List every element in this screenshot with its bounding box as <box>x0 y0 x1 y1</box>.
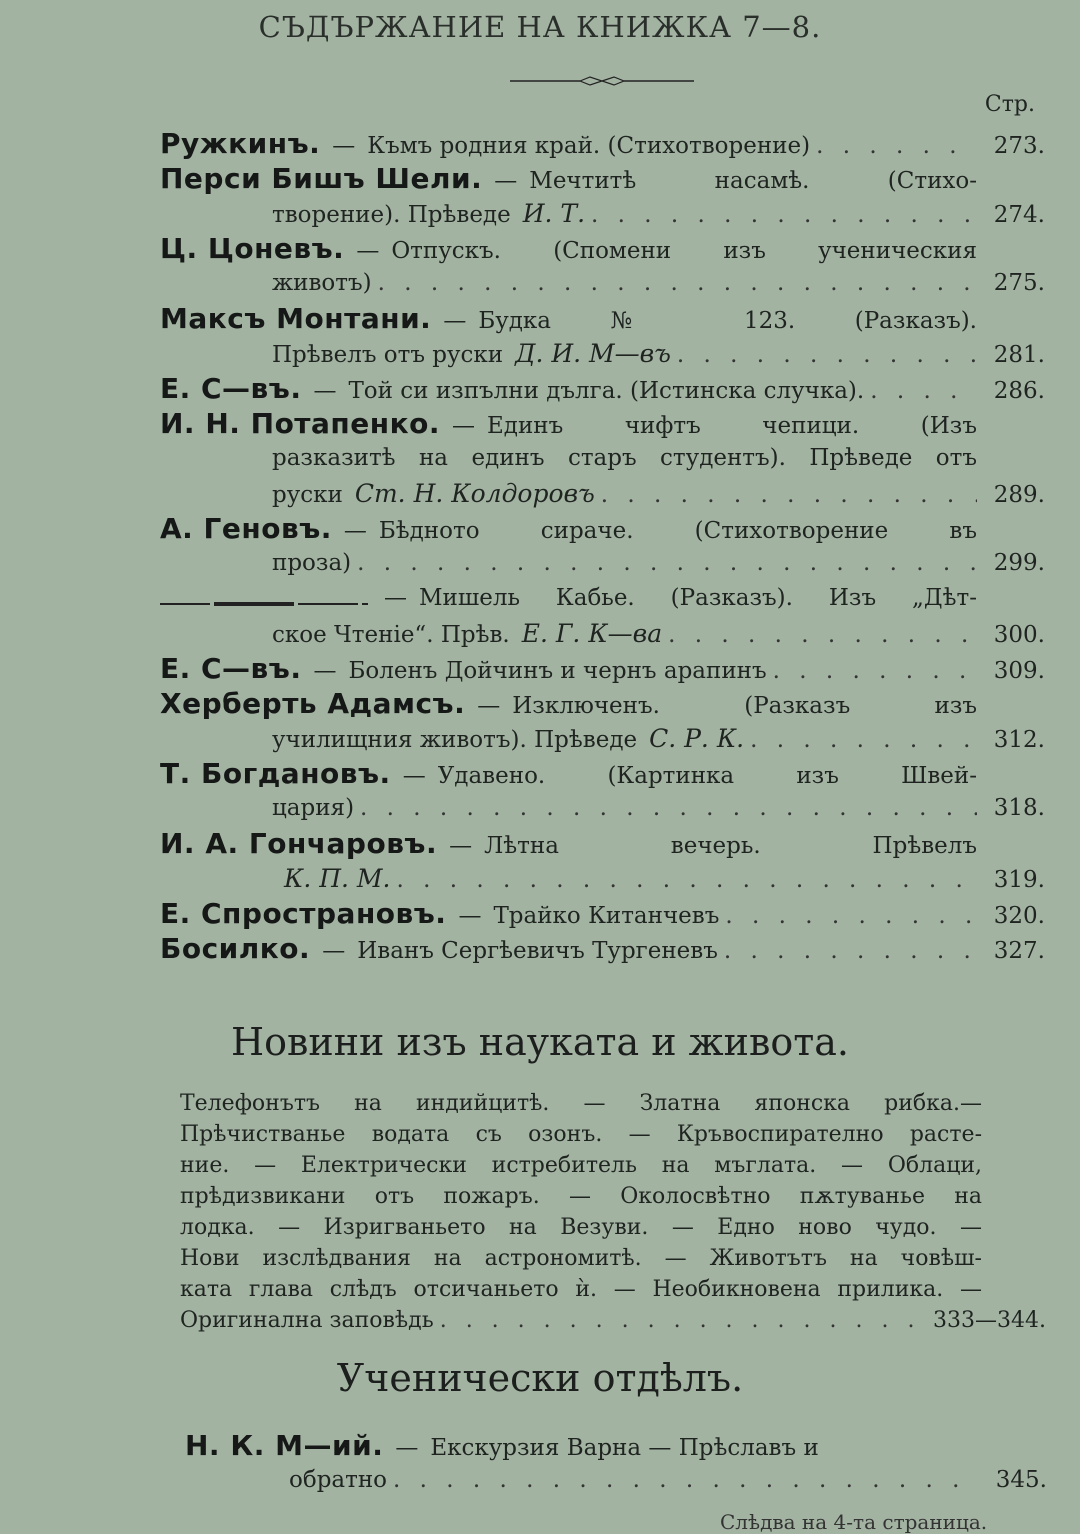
entry-dash: — <box>384 585 407 611</box>
leader-dots <box>372 266 977 301</box>
ornament-divider <box>510 74 694 88</box>
news-summary <box>180 1088 1046 1336</box>
entry-page: 327. <box>993 938 1045 964</box>
toc-entry <box>160 371 1045 406</box>
toc-entry <box>160 406 1045 511</box>
page-title: СЪДЪРЖАНИЕ НА КНИЖКА 7—8. <box>258 10 822 44</box>
entry-text: ское Чтенiе“. Прѣв. <box>272 622 510 648</box>
entry-page: 289. <box>993 482 1045 508</box>
toc-entry <box>160 126 1045 161</box>
continued-note: Слѣдва на 4-та страница. <box>720 1510 988 1534</box>
entry-text: Той си изпълни дълга. (Истинска случка). <box>348 378 865 404</box>
entry-line <box>160 721 1045 756</box>
entry-text: разказитѣ на единъ старъ студентъ). Прѣведе отъ <box>272 445 977 471</box>
entry-text: руски <box>272 482 343 508</box>
entry-text: Мечтитѣ насамѣ. (Стихо- <box>529 168 977 194</box>
toc-entry <box>160 756 1045 826</box>
entry-text: Трайко Китанчевъ <box>493 903 720 929</box>
entry-text: цария) <box>272 795 355 821</box>
news-line-text: Оригинална заповѣдь <box>180 1308 434 1333</box>
toc-entry <box>160 161 1045 231</box>
news-section-heading: Новини изъ науката и живота. <box>230 1020 849 1064</box>
entry-line <box>160 476 1045 511</box>
entry-author: Е. Спространовъ. <box>160 897 447 930</box>
entry-translator: Ст. Н. Колдоровъ <box>354 479 595 508</box>
entry-text: Екскурзия Варна — Прѣславъ и <box>430 1435 819 1461</box>
news-line <box>180 1243 982 1274</box>
entry-translator: Д. И. М—въ <box>515 339 671 368</box>
entry-line <box>160 826 1045 861</box>
entry-dash: — <box>452 413 475 439</box>
leader-dots <box>351 546 977 581</box>
entry-page: 274. <box>993 202 1045 228</box>
toc-entry <box>160 896 1045 931</box>
entry-line <box>160 931 1045 966</box>
entry-dash: — <box>494 168 518 194</box>
leader-dots <box>744 723 977 756</box>
entry-translator: С. Р. К. <box>649 724 745 753</box>
table-of-contents <box>160 126 1045 966</box>
news-line <box>180 1181 982 1212</box>
entry-author: Т. Богдановъ. <box>160 757 391 790</box>
entry-text: Будка № 123. (Разказъ). <box>478 308 977 334</box>
entry-text: Единъ чифтъ чепици. (Изъ <box>487 413 977 439</box>
entry-text: Отпускъ. (Спомени изъ ученическия <box>391 238 977 264</box>
entry-dash: — <box>402 763 426 789</box>
entry-author: Ц. Цоневъ. <box>160 232 345 265</box>
toc-entry <box>160 651 1045 686</box>
entry-dash: — <box>356 238 380 264</box>
news-line-text: ние. — Електрически истребитель на мъглата. — Облаци, <box>180 1153 982 1178</box>
entry-dash: — <box>313 658 337 684</box>
entry-line <box>160 546 1045 581</box>
entry-text: Удавено. (Картинка изъ Швей- <box>437 763 977 789</box>
entry-line <box>160 161 1045 196</box>
student-entry <box>185 1428 1047 1498</box>
entry-author: Е. С—въ. <box>160 372 302 405</box>
leader-dots <box>671 338 977 371</box>
entry-page: 318. <box>993 795 1045 821</box>
entry-line <box>185 1463 1047 1498</box>
entry-page: 312. <box>993 727 1045 753</box>
leader-dots <box>662 618 977 651</box>
entry-line <box>160 266 1045 301</box>
entry-text: училищния животъ). Прѣведе <box>272 727 638 753</box>
entry-translator: Е. Г. К—ва <box>521 619 663 648</box>
news-pages: 333—344. <box>933 1308 1046 1333</box>
news-line-text: Нови изслѣдвания на астрономитѣ. — Животътъ на човѣш- <box>180 1246 982 1271</box>
entry-text: Лѣтна вечерь. Прѣвелъ <box>484 833 977 859</box>
leader-dots <box>595 478 977 511</box>
toc-entry <box>160 826 1045 896</box>
news-line <box>180 1305 1046 1336</box>
anonymous-author-rule <box>160 602 372 606</box>
entry-author: Е. С—въ. <box>160 652 302 685</box>
entry-line <box>160 301 1045 336</box>
leader-dots <box>434 1305 933 1336</box>
entry-line <box>160 406 1045 441</box>
entry-line <box>160 756 1045 791</box>
leader-dots <box>864 374 977 406</box>
entry-line <box>160 896 1045 931</box>
entry-author: Ружкинъ. <box>160 127 321 160</box>
entry-line <box>160 651 1045 686</box>
entry-line <box>160 126 1045 161</box>
entry-line <box>160 196 1045 231</box>
leader-dots <box>767 654 977 686</box>
news-line-text: лодка. — Изригваньето на Везуви. — Едно ново чудо. — <box>180 1215 982 1240</box>
entry-line <box>160 616 1045 651</box>
entry-text: Прѣвелъ отъ руски <box>272 342 504 368</box>
news-line-text: ката глава слѣдъ отсичаньето ѝ. — Необикновена прилика. — <box>180 1277 982 1302</box>
entry-text: животъ) <box>272 270 372 296</box>
entry-text: Изключенъ. (Разказъ изъ <box>512 693 977 719</box>
toc-entry <box>160 931 1045 966</box>
entry-text: Мишель Кабье. (Разказъ). Изъ „Дѣт- <box>419 585 977 611</box>
entry-author: И. А. Гончаровъ. <box>160 827 438 860</box>
entry-page: 299. <box>993 550 1045 576</box>
news-line <box>180 1119 982 1150</box>
entry-page: 275. <box>993 270 1045 296</box>
entry-author: Херберть Адамсъ. <box>160 687 466 720</box>
entry-page: 309. <box>993 658 1045 684</box>
page-column-label: Стр. <box>984 92 1035 117</box>
news-line <box>180 1212 982 1243</box>
entry-line <box>160 441 1045 476</box>
entry-page: 281. <box>993 342 1045 368</box>
entry-dash: — <box>395 1435 419 1461</box>
toc-entry <box>160 301 1045 371</box>
entry-dash: — <box>458 903 482 929</box>
entry-line <box>160 861 1045 896</box>
entry-text: обратно <box>289 1467 388 1493</box>
toc-entry <box>160 581 1045 651</box>
entry-translator: И. Т. <box>522 199 586 228</box>
entry-text: Иванъ Сергѣевичъ Тургеневъ <box>357 938 718 964</box>
leader-dots <box>718 934 977 966</box>
entry-dash: — <box>313 378 337 404</box>
news-line-text: прѣдизвикани отъ пожаръ. — Околосвѣтно пѫтуванье на <box>180 1184 982 1209</box>
entry-line <box>160 686 1045 721</box>
entry-line <box>160 581 1045 616</box>
entry-line <box>160 791 1045 826</box>
toc-entry <box>160 686 1045 756</box>
leader-dots <box>719 899 977 931</box>
entry-page: 273. <box>993 133 1045 159</box>
entry-author: Перси Бишъ Шели. <box>160 162 483 195</box>
entry-text: Къмъ родния край. (Стихотворение) <box>367 133 811 159</box>
entry-line <box>160 371 1045 406</box>
entry-text: Бѣдното сираче. (Стихотворение въ <box>378 518 977 544</box>
entry-author: Босилко. <box>160 932 311 965</box>
leader-dots <box>810 129 977 161</box>
entry-line <box>160 336 1045 371</box>
entry-author: А. Геновъ. <box>160 512 332 545</box>
entry-dash: — <box>477 693 501 719</box>
entry-dash: — <box>449 833 473 859</box>
entry-dash: — <box>322 938 346 964</box>
leader-dots <box>390 863 977 896</box>
leader-dots <box>585 198 977 231</box>
entry-text: проза) <box>272 550 352 576</box>
entry-author: И. Н. Потапенко. <box>160 407 440 440</box>
entry-line <box>160 511 1045 546</box>
entry-author: Максъ Монтани. <box>160 302 432 335</box>
entry-page: 320. <box>993 903 1045 929</box>
toc-entry <box>160 511 1045 581</box>
news-line <box>180 1150 982 1181</box>
entry-dash: — <box>443 308 467 334</box>
entry-page: 345. <box>995 1467 1047 1493</box>
entry-page: 286. <box>993 378 1045 404</box>
news-line <box>180 1088 982 1119</box>
entry-dash: — <box>332 133 356 159</box>
leader-dots <box>387 1463 979 1498</box>
entry-page: 300. <box>993 622 1045 648</box>
entry-author: Н. К. М—ий. <box>185 1429 384 1462</box>
entry-dash: — <box>343 518 367 544</box>
leader-dots <box>354 791 977 826</box>
entry-text: Боленъ Дойчинъ и чернъ арапинъ <box>348 658 767 684</box>
entry-translator: К. П. М. <box>284 864 391 893</box>
entry-text: творение). Прѣведе <box>272 202 511 228</box>
entry-line <box>185 1428 1047 1463</box>
entry-line <box>160 231 1045 266</box>
toc-entry <box>160 231 1045 301</box>
news-line <box>180 1274 982 1305</box>
entry-page: 319. <box>993 867 1045 893</box>
student-section-heading: Ученически отдѣлъ. <box>336 1356 744 1400</box>
news-line-text: Прѣчистванье водата съ озонъ. — Кръвоспирателно расте- <box>180 1122 982 1147</box>
news-line-text: Телефонътъ на индийцитѣ. — Златна японска рибка.— <box>180 1091 982 1116</box>
